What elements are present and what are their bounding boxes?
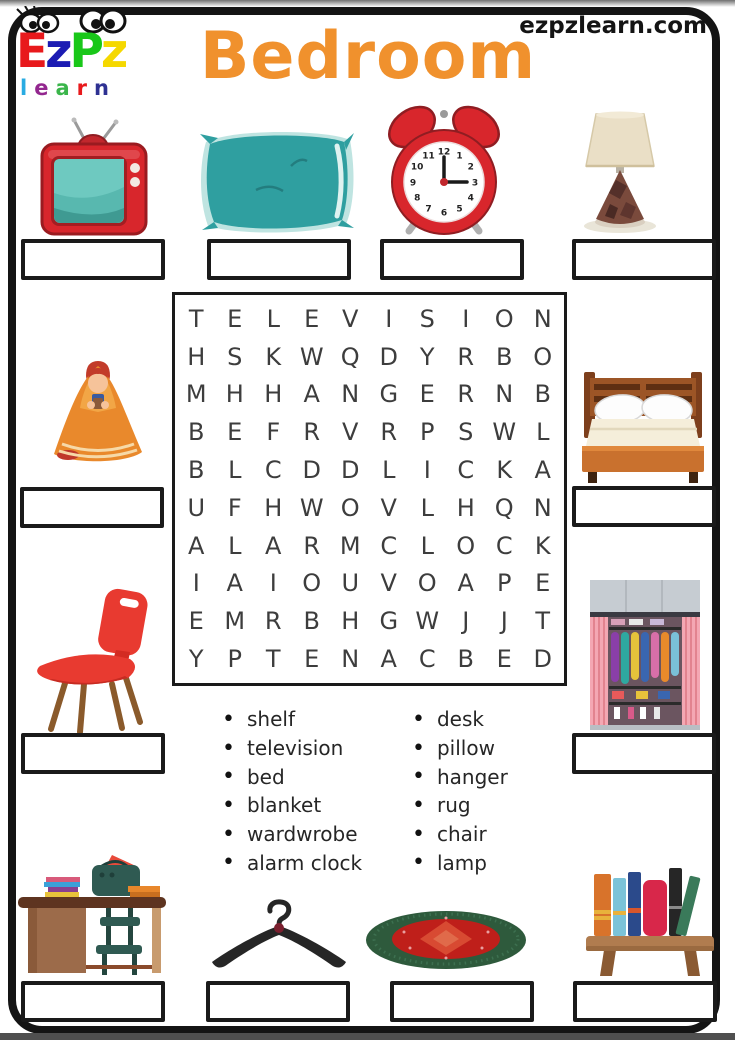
lamp-image [574,108,666,234]
grid-letter: P [420,418,435,447]
logo-letter: P [69,24,101,79]
clock-number: 4 [467,193,474,204]
grid-letter: C [380,531,398,560]
grid-letter: I [385,304,393,333]
word-list-item [222,705,362,734]
grid-letter: B [303,607,320,636]
clock-number: 8 [414,193,421,204]
grid-letter: H [341,607,360,636]
answer-box-desk[interactable] [21,981,165,1022]
alarm-clock-image [376,98,514,238]
grid-letter: N [533,493,552,522]
grid-letter: Q [340,342,360,371]
grid-letter: G [379,380,399,409]
ezpz-logo [14,4,144,110]
grid-letter: G [379,607,399,636]
grid-letter: A [534,456,551,485]
website-url: ezpzlearn.com [519,13,707,39]
grid-letter: B [188,418,205,447]
grid-letter: J [500,607,508,636]
grid-letter: L [382,456,396,485]
grid-letter: W [299,493,324,522]
pillow-image [196,128,358,236]
bullet-icon: • [222,792,235,818]
word-text: chair [436,822,487,847]
grid-letter: R [457,380,475,409]
clock-number: 10 [410,162,424,173]
clock-number: 1 [456,151,463,162]
clock-number: 9 [409,178,417,189]
grid-letter: R [380,418,398,447]
bullet-icon: • [412,792,425,818]
bullet-icon: • [222,850,235,876]
answer-box-television[interactable] [21,239,165,280]
grid-letter: D [533,645,552,674]
page-title: Bedroom [199,19,537,94]
clock-number: 7 [425,204,432,215]
bullet-icon: • [412,706,425,732]
grid-letter: O [456,531,476,560]
grid-letter: E [227,418,243,447]
grid-letter: M [185,380,207,409]
grid-letter: A [457,569,474,598]
logo-letter: e [34,76,56,100]
clock-number: 2 [467,162,474,173]
grid-letter: W [299,342,324,371]
grid-letter: T [265,645,281,674]
grid-letter: E [304,304,320,333]
grid-letter: H [456,493,475,522]
grid-letter: O [302,569,322,598]
grid-letter: E [227,304,243,333]
grid-letter: U [187,493,206,522]
logo-word-learn [20,78,116,99]
grid-letter: H [225,380,244,409]
grid-letter: T [188,304,204,333]
word-text: desk [436,707,484,732]
grid-letter: D [341,456,360,485]
word-list-item [222,734,362,763]
grid-letter: A [265,531,282,560]
grid-letter: M [224,607,246,636]
answer-box-shelf[interactable] [573,981,717,1022]
grid-letter: N [533,304,552,333]
word-list-item [412,848,508,877]
grid-letter: D [302,456,321,485]
desk-image [16,853,168,980]
grid-letter: I [192,569,200,598]
word-list-item [412,762,508,791]
grid-letter: K [265,342,282,371]
grid-letter: V [380,569,397,598]
grid-letter: S [227,342,243,371]
logo-letter: r [76,76,94,100]
grid-letter: C [418,645,436,674]
grid-letter: H [264,493,283,522]
grid-letter: W [492,418,517,447]
answer-box-pillow[interactable] [207,239,351,280]
grid-letter: P [227,645,242,674]
grid-letter: R [303,531,321,560]
grid-letter: E [535,569,551,598]
grid-letter: Y [188,645,204,674]
grid-letter: N [495,380,514,409]
grid-letter: E [419,380,435,409]
answer-box-wardrobe[interactable] [572,733,716,774]
grid-letter: N [341,380,360,409]
grid-letter: K [496,456,513,485]
word-list-item [222,791,362,820]
answer-box-bed[interactable] [572,486,716,527]
grid-letter: L [420,531,434,560]
word-text: rug [436,793,471,818]
logo-letter: z [45,24,70,79]
grid-letter: V [342,418,359,447]
bullet-icon: • [412,764,425,790]
logo-letter: n [93,76,116,100]
bullet-icon: • [412,850,425,876]
grid-letter: Y [419,342,435,371]
word-text: blanket [246,793,322,818]
grid-letter: O [340,493,360,522]
word-search-grid [172,292,567,686]
grid-letter: C [264,456,282,485]
grid-letter: I [269,569,277,598]
clock-number: 5 [456,204,463,215]
grid-letter: E [188,607,204,636]
word-list-column-1 [222,705,362,877]
bullet-icon: • [222,706,235,732]
rug-image [362,906,530,974]
grid-letter: A [380,645,397,674]
grid-letter: I [423,456,431,485]
grid-letter: S [458,418,474,447]
grid-letter: B [188,456,205,485]
bullet-icon: • [222,821,235,847]
grid-letter: U [341,569,360,598]
bullet-icon: • [412,821,425,847]
grid-letter: P [497,569,512,598]
word-list-item [222,762,362,791]
grid-letter: T [535,607,551,636]
word-list-item [412,705,508,734]
clock-number: 6 [440,208,448,219]
logo-letter: l [20,76,35,100]
blanket-image [46,356,150,474]
wardrobe-image [584,578,706,730]
logo-word-ezpz [16,24,126,79]
grid-letter: D [379,342,398,371]
grid-letter: A [226,569,243,598]
grid-letter: N [341,645,360,674]
grid-letter: I [462,304,470,333]
grid-letter: V [342,304,359,333]
grid-letter: O [417,569,437,598]
word-text: alarm clock [246,850,363,875]
clock-number: 12 [437,147,451,158]
logo-letter: a [55,76,77,100]
grid-letter: K [534,531,551,560]
word-text: pillow [436,736,495,761]
answer-box-chair[interactable] [21,733,165,774]
grid-letter: W [415,607,440,636]
answer-box-alarm-clock[interactable] [380,239,524,280]
grid-letter: H [264,380,283,409]
bullet-icon: • [222,764,235,790]
chair-image [24,584,162,734]
bullet-icon: • [222,735,235,761]
television-image [38,112,150,236]
grid-letter: L [536,418,550,447]
grid-letter: Q [494,493,514,522]
grid-letter: C [457,456,475,485]
word-list-item [222,848,362,877]
grid-letter: M [339,531,361,560]
word-list-item [412,820,508,849]
grid-letter: A [188,531,205,560]
word-text: hanger [436,764,508,789]
word-list-item [222,820,362,849]
grid-letter: R [457,342,475,371]
grid-letter: F [227,493,242,522]
grid-letter: H [187,342,206,371]
grid-letter: J [462,607,470,636]
grid-letter: F [266,418,281,447]
bullet-icon: • [412,735,425,761]
hanger-image [204,896,354,980]
grid-letter: L [420,493,434,522]
grid-letter: B [496,342,513,371]
logo-letter: z [100,24,126,79]
grid-letter: A [303,380,320,409]
logo-letter: E [16,24,46,79]
answer-box-lamp[interactable] [572,239,716,280]
answer-box-rug[interactable] [390,981,534,1022]
word-text: lamp [436,850,487,875]
grid-letter: R [303,418,321,447]
grid-letter: O [533,342,553,371]
grid-letter: C [495,531,513,560]
answer-box-blanket[interactable] [20,487,164,528]
word-text: television [246,736,344,761]
word-list-item [412,791,508,820]
grid-letter: O [494,304,514,333]
clock-number: 11 [422,151,435,162]
answer-box-hanger[interactable] [206,981,350,1022]
grid-letter: R [264,607,282,636]
word-text: bed [246,764,285,789]
grid-letter: L [228,531,242,560]
bed-image [576,364,710,484]
shelf-image [584,858,716,978]
clock-number: 3 [471,178,479,189]
word-list-column-2 [412,705,508,877]
scan-bottom-edge [0,1033,735,1040]
grid-letter: B [534,380,551,409]
grid-letter: E [304,645,320,674]
grid-letter: S [419,304,435,333]
word-list-item [412,734,508,763]
grid-letter: V [380,493,397,522]
grid-letter: E [496,645,512,674]
grid-letter: B [457,645,474,674]
grid-letter: L [266,304,280,333]
word-text: wardwrobe [246,822,358,847]
grid-letter: L [228,456,242,485]
word-text: shelf [246,707,295,732]
